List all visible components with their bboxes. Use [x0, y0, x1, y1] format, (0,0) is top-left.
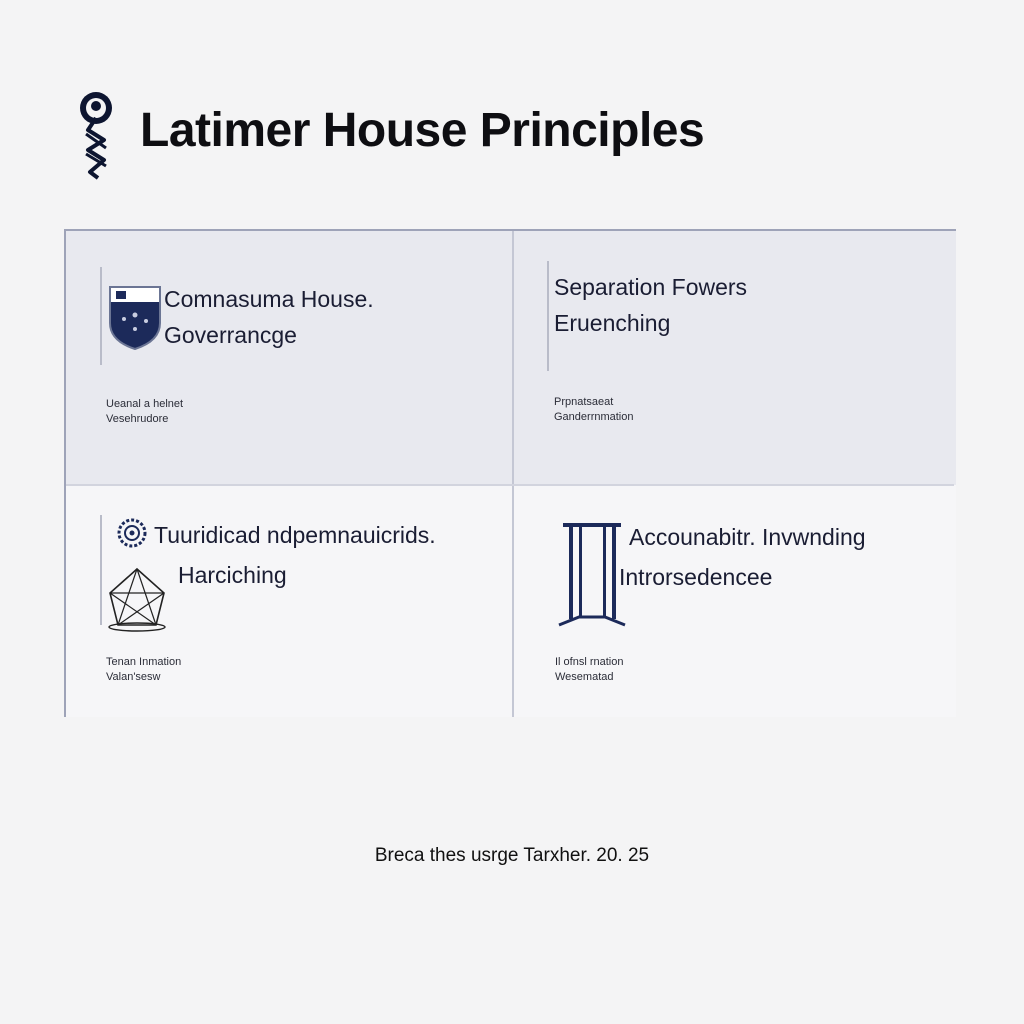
- footer-note: Breca thes usrge Tarxher. 20. 25: [374, 845, 650, 866]
- card-heading-line2: Goverrancge: [164, 322, 297, 348]
- page-title: Latimer House Principles: [140, 104, 705, 157]
- geodesic-icon: [106, 567, 168, 633]
- gear-icon: [116, 517, 148, 549]
- card-heading-line1: Separation Fowers: [554, 274, 748, 300]
- grid-divider-vertical: [512, 231, 514, 717]
- shield-crest-icon: [108, 285, 162, 351]
- card-note-line2: Wesematad: [555, 671, 614, 683]
- principle-card-3: [66, 485, 513, 717]
- card-note-line2: Vesehrudore: [106, 413, 169, 425]
- card-heading-line2: Eruenching: [554, 310, 671, 336]
- card-heading-line2: Harciching: [178, 562, 287, 588]
- card-note-line1: Il ofnsl rnation: [555, 656, 624, 668]
- card-note-line2: Valan'sesw: [106, 671, 161, 683]
- card-note-line1: Ueanal a helnet: [106, 398, 184, 410]
- principle-card-4: [513, 485, 956, 717]
- card-note-line1: Prpnatsaeat: [554, 396, 614, 408]
- page-header: [74, 90, 704, 185]
- card-heading-line1: Comnasuma House.: [164, 286, 374, 312]
- pillar-columns-icon: [557, 521, 627, 627]
- card-heading-line1: Tuuridicad ndpemnauicrids.: [154, 522, 436, 548]
- principles-grid: [64, 229, 956, 717]
- grid-divider-horizontal: [66, 484, 954, 486]
- keyhole-emblem-icon: [74, 90, 122, 185]
- card-accent-line: [100, 515, 102, 625]
- principle-card-2: [513, 231, 956, 485]
- card-accent-line: [100, 267, 102, 365]
- card-heading-line2: Introrsedencee: [619, 564, 773, 590]
- card-accent-line: [547, 261, 549, 371]
- card-heading-line1: Accounabitr. Invwnding: [629, 524, 866, 550]
- card-note-line2: Ganderrnmation: [554, 411, 634, 423]
- principle-card-1: [66, 231, 513, 485]
- card-note-line1: Tenan Inmation: [106, 656, 182, 668]
